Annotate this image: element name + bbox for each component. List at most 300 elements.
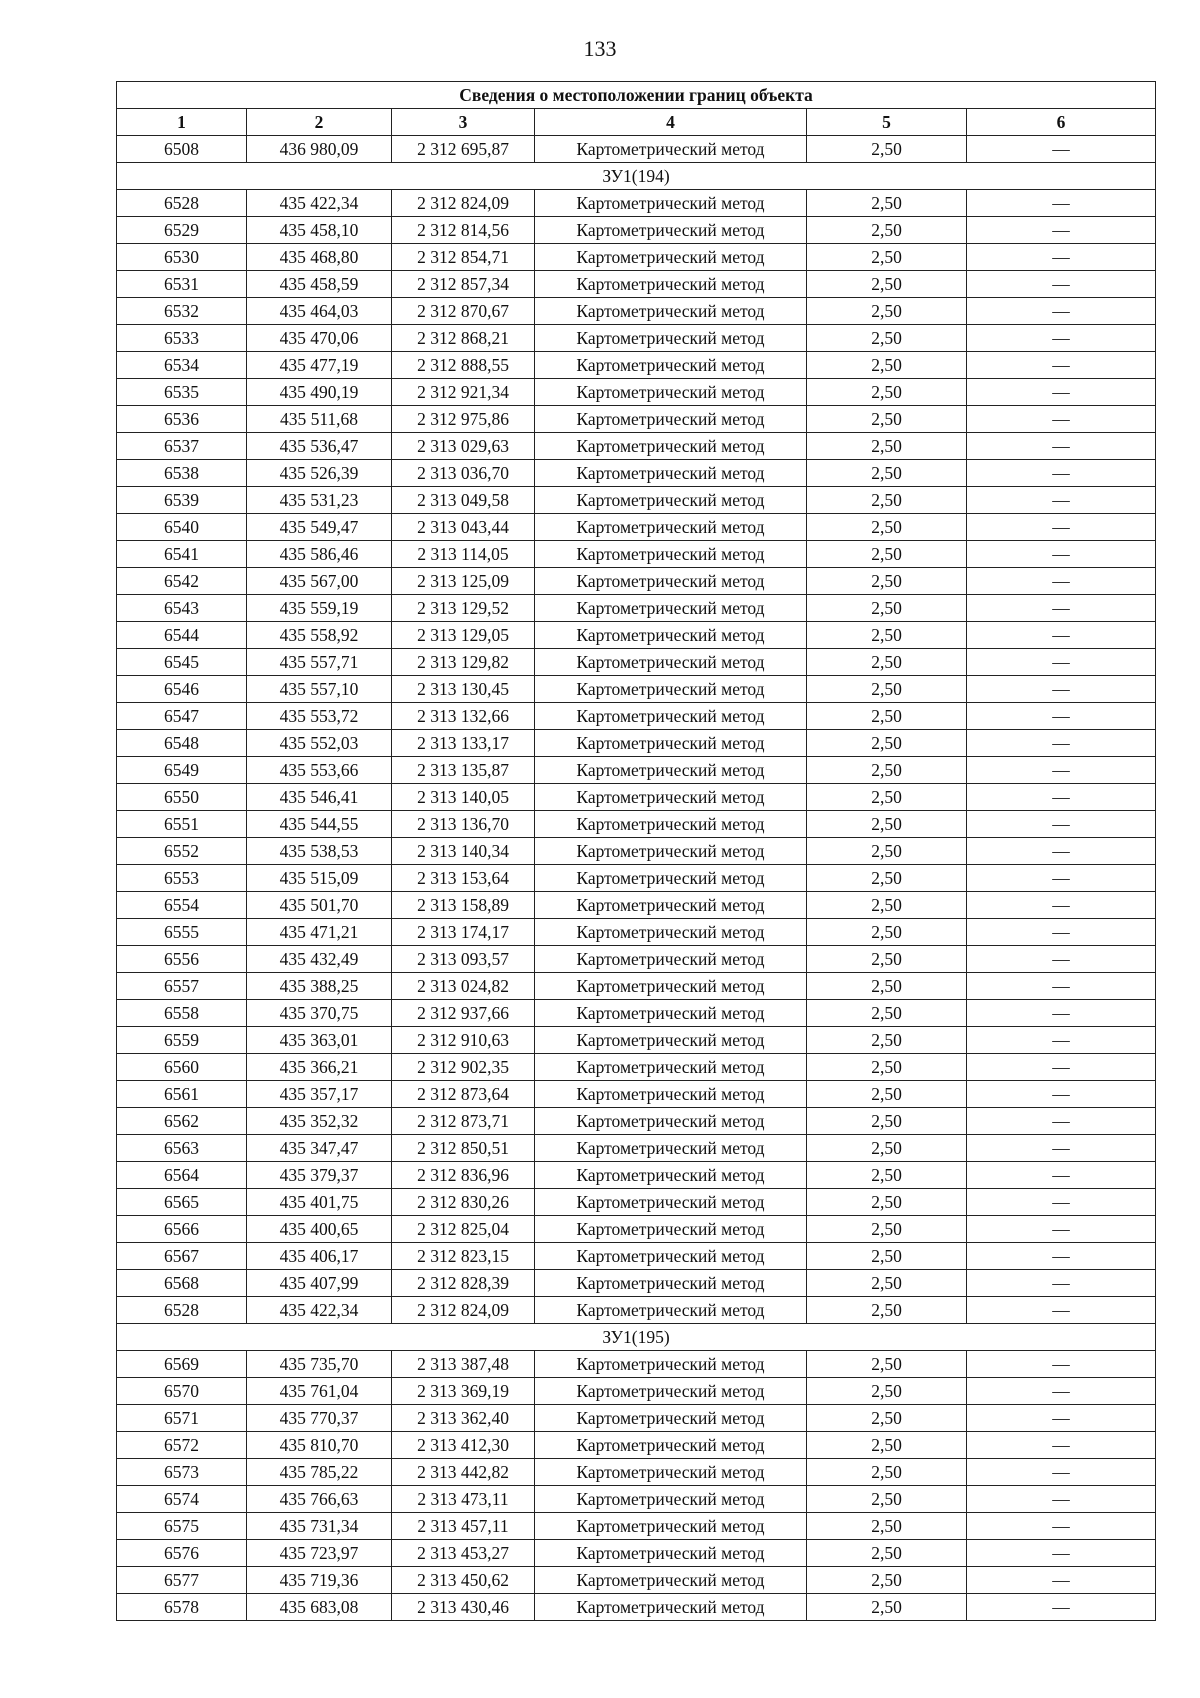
point-number-cell: 6533 bbox=[117, 325, 247, 352]
table-row bbox=[117, 1540, 1156, 1567]
description-cell: — bbox=[967, 703, 1156, 730]
x-coordinate-cell: 435 785,22 bbox=[247, 1459, 392, 1486]
accuracy-cell: 2,50 bbox=[807, 1108, 967, 1135]
method-cell: Картометрический метод bbox=[535, 784, 807, 811]
table-row bbox=[117, 1135, 1156, 1162]
table-row bbox=[117, 1432, 1156, 1459]
y-coordinate-cell: 2 313 369,19 bbox=[392, 1378, 535, 1405]
method-cell: Картометрический метод bbox=[535, 217, 807, 244]
method-cell: Картометрический метод bbox=[535, 811, 807, 838]
point-number-cell: 6574 bbox=[117, 1486, 247, 1513]
y-coordinate-cell: 2 312 870,67 bbox=[392, 298, 535, 325]
description-cell: — bbox=[967, 1540, 1156, 1567]
accuracy-cell: 2,50 bbox=[807, 379, 967, 406]
accuracy-cell: 2,50 bbox=[807, 1135, 967, 1162]
table-row bbox=[117, 1567, 1156, 1594]
accuracy-cell: 2,50 bbox=[807, 271, 967, 298]
method-cell: Картометрический метод bbox=[535, 1108, 807, 1135]
column-header: 3 bbox=[392, 109, 535, 136]
table-row bbox=[117, 622, 1156, 649]
x-coordinate-cell: 435 477,19 bbox=[247, 352, 392, 379]
point-number-cell: 6548 bbox=[117, 730, 247, 757]
y-coordinate-cell: 2 313 174,17 bbox=[392, 919, 535, 946]
column-header: 5 bbox=[807, 109, 967, 136]
method-cell: Картометрический метод bbox=[535, 1189, 807, 1216]
table-row bbox=[117, 595, 1156, 622]
method-cell: Картометрический метод bbox=[535, 406, 807, 433]
y-coordinate-cell: 2 313 093,57 bbox=[392, 946, 535, 973]
description-cell: — bbox=[967, 325, 1156, 352]
description-cell: — bbox=[967, 1378, 1156, 1405]
point-number-cell: 6562 bbox=[117, 1108, 247, 1135]
y-coordinate-cell: 2 312 902,35 bbox=[392, 1054, 535, 1081]
y-coordinate-cell: 2 313 450,62 bbox=[392, 1567, 535, 1594]
table-row bbox=[117, 1000, 1156, 1027]
y-coordinate-cell: 2 312 830,26 bbox=[392, 1189, 535, 1216]
table-row bbox=[117, 676, 1156, 703]
description-cell: — bbox=[967, 298, 1156, 325]
method-cell: Картометрический метод bbox=[535, 1513, 807, 1540]
x-coordinate-cell: 435 490,19 bbox=[247, 379, 392, 406]
method-cell: Картометрический метод bbox=[535, 946, 807, 973]
method-cell: Картометрический метод bbox=[535, 271, 807, 298]
y-coordinate-cell: 2 313 129,05 bbox=[392, 622, 535, 649]
point-number-cell: 6551 bbox=[117, 811, 247, 838]
table-row bbox=[117, 352, 1156, 379]
description-cell: — bbox=[967, 946, 1156, 973]
accuracy-cell: 2,50 bbox=[807, 595, 967, 622]
description-cell: — bbox=[967, 244, 1156, 271]
method-cell: Картометрический метод bbox=[535, 1054, 807, 1081]
point-number-cell: 6528 bbox=[117, 1297, 247, 1324]
method-cell: Картометрический метод bbox=[535, 757, 807, 784]
accuracy-cell: 2,50 bbox=[807, 1243, 967, 1270]
description-cell: — bbox=[967, 1270, 1156, 1297]
point-number-cell: 6567 bbox=[117, 1243, 247, 1270]
point-number-cell: 6556 bbox=[117, 946, 247, 973]
y-coordinate-cell: 2 312 937,66 bbox=[392, 1000, 535, 1027]
y-coordinate-cell: 2 313 132,66 bbox=[392, 703, 535, 730]
section-row bbox=[117, 1324, 1156, 1351]
method-cell: Картометрический метод bbox=[535, 352, 807, 379]
accuracy-cell: 2,50 bbox=[807, 1540, 967, 1567]
x-coordinate-cell: 435 471,21 bbox=[247, 919, 392, 946]
point-number-cell: 6531 bbox=[117, 271, 247, 298]
accuracy-cell: 2,50 bbox=[807, 1405, 967, 1432]
point-number-cell: 6575 bbox=[117, 1513, 247, 1540]
point-number-cell: 6571 bbox=[117, 1405, 247, 1432]
x-coordinate-cell: 435 531,23 bbox=[247, 487, 392, 514]
method-cell: Картометрический метод bbox=[535, 919, 807, 946]
table-row bbox=[117, 1189, 1156, 1216]
x-coordinate-cell: 435 370,75 bbox=[247, 1000, 392, 1027]
accuracy-cell: 2,50 bbox=[807, 1027, 967, 1054]
x-coordinate-cell: 435 366,21 bbox=[247, 1054, 392, 1081]
description-cell: — bbox=[967, 1513, 1156, 1540]
table-row bbox=[117, 1405, 1156, 1432]
x-coordinate-cell: 435 363,01 bbox=[247, 1027, 392, 1054]
x-coordinate-cell: 435 761,04 bbox=[247, 1378, 392, 1405]
point-number-cell: 6559 bbox=[117, 1027, 247, 1054]
column-number-row bbox=[117, 109, 1156, 136]
y-coordinate-cell: 2 313 457,11 bbox=[392, 1513, 535, 1540]
x-coordinate-cell: 435 544,55 bbox=[247, 811, 392, 838]
point-number-cell: 6558 bbox=[117, 1000, 247, 1027]
point-number-cell: 6532 bbox=[117, 298, 247, 325]
accuracy-cell: 2,50 bbox=[807, 406, 967, 433]
x-coordinate-cell: 435 407,99 bbox=[247, 1270, 392, 1297]
y-coordinate-cell: 2 313 473,11 bbox=[392, 1486, 535, 1513]
accuracy-cell: 2,50 bbox=[807, 757, 967, 784]
table-row bbox=[117, 568, 1156, 595]
point-number-cell: 6537 bbox=[117, 433, 247, 460]
table-row bbox=[117, 865, 1156, 892]
column-header: 6 bbox=[967, 109, 1156, 136]
x-coordinate-cell: 435 458,59 bbox=[247, 271, 392, 298]
table-row bbox=[117, 811, 1156, 838]
table-row bbox=[117, 433, 1156, 460]
x-coordinate-cell: 435 470,06 bbox=[247, 325, 392, 352]
point-number-cell: 6540 bbox=[117, 514, 247, 541]
point-number-cell: 6570 bbox=[117, 1378, 247, 1405]
accuracy-cell: 2,50 bbox=[807, 1054, 967, 1081]
point-number-cell: 6564 bbox=[117, 1162, 247, 1189]
x-coordinate-cell: 435 770,37 bbox=[247, 1405, 392, 1432]
description-cell: — bbox=[967, 1054, 1156, 1081]
y-coordinate-cell: 2 313 412,30 bbox=[392, 1432, 535, 1459]
accuracy-cell: 2,50 bbox=[807, 568, 967, 595]
accuracy-cell: 2,50 bbox=[807, 784, 967, 811]
point-number-cell: 6534 bbox=[117, 352, 247, 379]
table-row bbox=[117, 406, 1156, 433]
y-coordinate-cell: 2 312 824,09 bbox=[392, 1297, 535, 1324]
point-number-cell: 6566 bbox=[117, 1216, 247, 1243]
accuracy-cell: 2,50 bbox=[807, 1351, 967, 1378]
description-cell: — bbox=[967, 919, 1156, 946]
point-number-cell: 6544 bbox=[117, 622, 247, 649]
accuracy-cell: 2,50 bbox=[807, 1486, 967, 1513]
y-coordinate-cell: 2 313 130,45 bbox=[392, 676, 535, 703]
description-cell: — bbox=[967, 1216, 1156, 1243]
accuracy-cell: 2,50 bbox=[807, 946, 967, 973]
description-cell: — bbox=[967, 1027, 1156, 1054]
method-cell: Картометрический метод bbox=[535, 379, 807, 406]
x-coordinate-cell: 435 559,19 bbox=[247, 595, 392, 622]
description-cell: — bbox=[967, 1486, 1156, 1513]
accuracy-cell: 2,50 bbox=[807, 892, 967, 919]
description-cell: — bbox=[967, 1243, 1156, 1270]
x-coordinate-cell: 435 401,75 bbox=[247, 1189, 392, 1216]
accuracy-cell: 2,50 bbox=[807, 1081, 967, 1108]
y-coordinate-cell: 2 313 140,34 bbox=[392, 838, 535, 865]
x-coordinate-cell: 435 810,70 bbox=[247, 1432, 392, 1459]
point-number-cell: 6535 bbox=[117, 379, 247, 406]
table-row bbox=[117, 325, 1156, 352]
x-coordinate-cell: 435 553,66 bbox=[247, 757, 392, 784]
point-number-cell: 6568 bbox=[117, 1270, 247, 1297]
point-number-cell: 6550 bbox=[117, 784, 247, 811]
accuracy-cell: 2,50 bbox=[807, 1297, 967, 1324]
point-number-cell: 6560 bbox=[117, 1054, 247, 1081]
accuracy-cell: 2,50 bbox=[807, 730, 967, 757]
section-label: ЗУ1(194) bbox=[117, 163, 1156, 190]
y-coordinate-cell: 2 313 387,48 bbox=[392, 1351, 535, 1378]
description-cell: — bbox=[967, 460, 1156, 487]
description-cell: — bbox=[967, 1000, 1156, 1027]
method-cell: Картометрический метод bbox=[535, 1540, 807, 1567]
point-number-cell: 6539 bbox=[117, 487, 247, 514]
accuracy-cell: 2,50 bbox=[807, 1216, 967, 1243]
point-number-cell: 6508 bbox=[117, 136, 247, 163]
method-cell: Картометрический метод bbox=[535, 1594, 807, 1621]
method-cell: Картометрический метод bbox=[535, 865, 807, 892]
x-coordinate-cell: 436 980,09 bbox=[247, 136, 392, 163]
table-row bbox=[117, 1459, 1156, 1486]
x-coordinate-cell: 435 586,46 bbox=[247, 541, 392, 568]
table-row bbox=[117, 244, 1156, 271]
description-cell: — bbox=[967, 622, 1156, 649]
description-cell: — bbox=[967, 217, 1156, 244]
method-cell: Картометрический метод bbox=[535, 1459, 807, 1486]
method-cell: Картометрический метод bbox=[535, 1297, 807, 1324]
point-number-cell: 6545 bbox=[117, 649, 247, 676]
method-cell: Картометрический метод bbox=[535, 190, 807, 217]
y-coordinate-cell: 2 312 868,21 bbox=[392, 325, 535, 352]
x-coordinate-cell: 435 501,70 bbox=[247, 892, 392, 919]
y-coordinate-cell: 2 313 442,82 bbox=[392, 1459, 535, 1486]
description-cell: — bbox=[967, 433, 1156, 460]
description-cell: — bbox=[967, 1189, 1156, 1216]
description-cell: — bbox=[967, 1135, 1156, 1162]
point-number-cell: 6561 bbox=[117, 1081, 247, 1108]
y-coordinate-cell: 2 312 975,86 bbox=[392, 406, 535, 433]
accuracy-cell: 2,50 bbox=[807, 136, 967, 163]
method-cell: Картометрический метод bbox=[535, 325, 807, 352]
x-coordinate-cell: 435 357,17 bbox=[247, 1081, 392, 1108]
method-cell: Картометрический метод bbox=[535, 298, 807, 325]
point-number-cell: 6528 bbox=[117, 190, 247, 217]
table-row bbox=[117, 1297, 1156, 1324]
description-cell: — bbox=[967, 1405, 1156, 1432]
accuracy-cell: 2,50 bbox=[807, 649, 967, 676]
accuracy-cell: 2,50 bbox=[807, 838, 967, 865]
accuracy-cell: 2,50 bbox=[807, 244, 967, 271]
description-cell: — bbox=[967, 838, 1156, 865]
x-coordinate-cell: 435 347,47 bbox=[247, 1135, 392, 1162]
description-cell: — bbox=[967, 1081, 1156, 1108]
x-coordinate-cell: 435 723,97 bbox=[247, 1540, 392, 1567]
accuracy-cell: 2,50 bbox=[807, 811, 967, 838]
table-row bbox=[117, 703, 1156, 730]
accuracy-cell: 2,50 bbox=[807, 1162, 967, 1189]
accuracy-cell: 2,50 bbox=[807, 919, 967, 946]
table-row bbox=[117, 784, 1156, 811]
column-header: 4 bbox=[535, 109, 807, 136]
table-row bbox=[117, 190, 1156, 217]
point-number-cell: 6573 bbox=[117, 1459, 247, 1486]
accuracy-cell: 2,50 bbox=[807, 1432, 967, 1459]
boundary-coordinates-table bbox=[116, 81, 1156, 1621]
x-coordinate-cell: 435 526,39 bbox=[247, 460, 392, 487]
x-coordinate-cell: 435 766,63 bbox=[247, 1486, 392, 1513]
y-coordinate-cell: 2 312 857,34 bbox=[392, 271, 535, 298]
method-cell: Картометрический метод bbox=[535, 1081, 807, 1108]
y-coordinate-cell: 2 313 049,58 bbox=[392, 487, 535, 514]
y-coordinate-cell: 2 313 140,05 bbox=[392, 784, 535, 811]
accuracy-cell: 2,50 bbox=[807, 865, 967, 892]
y-coordinate-cell: 2 312 828,39 bbox=[392, 1270, 535, 1297]
method-cell: Картометрический метод bbox=[535, 1351, 807, 1378]
table-row bbox=[117, 1027, 1156, 1054]
y-coordinate-cell: 2 312 823,15 bbox=[392, 1243, 535, 1270]
description-cell: — bbox=[967, 1297, 1156, 1324]
method-cell: Картометрический метод bbox=[535, 622, 807, 649]
method-cell: Картометрический метод bbox=[535, 568, 807, 595]
x-coordinate-cell: 435 567,00 bbox=[247, 568, 392, 595]
description-cell: — bbox=[967, 1108, 1156, 1135]
accuracy-cell: 2,50 bbox=[807, 1189, 967, 1216]
point-number-cell: 6546 bbox=[117, 676, 247, 703]
table-row bbox=[117, 541, 1156, 568]
x-coordinate-cell: 435 553,72 bbox=[247, 703, 392, 730]
y-coordinate-cell: 2 312 854,71 bbox=[392, 244, 535, 271]
x-coordinate-cell: 435 406,17 bbox=[247, 1243, 392, 1270]
page-number: 133 bbox=[583, 36, 617, 61]
method-cell: Картометрический метод bbox=[535, 1405, 807, 1432]
table-row bbox=[117, 487, 1156, 514]
x-coordinate-cell: 435 422,34 bbox=[247, 190, 392, 217]
accuracy-cell: 2,50 bbox=[807, 1567, 967, 1594]
description-cell: — bbox=[967, 649, 1156, 676]
y-coordinate-cell: 2 313 024,82 bbox=[392, 973, 535, 1000]
accuracy-cell: 2,50 bbox=[807, 514, 967, 541]
y-coordinate-cell: 2 313 453,27 bbox=[392, 1540, 535, 1567]
y-coordinate-cell: 2 313 029,63 bbox=[392, 433, 535, 460]
point-number-cell: 6553 bbox=[117, 865, 247, 892]
accuracy-cell: 2,50 bbox=[807, 217, 967, 244]
x-coordinate-cell: 435 432,49 bbox=[247, 946, 392, 973]
accuracy-cell: 2,50 bbox=[807, 1270, 967, 1297]
table-row bbox=[117, 1513, 1156, 1540]
point-number-cell: 6557 bbox=[117, 973, 247, 1000]
y-coordinate-cell: 2 312 824,09 bbox=[392, 190, 535, 217]
x-coordinate-cell: 435 557,71 bbox=[247, 649, 392, 676]
point-number-cell: 6541 bbox=[117, 541, 247, 568]
x-coordinate-cell: 435 468,80 bbox=[247, 244, 392, 271]
method-cell: Картометрический метод bbox=[535, 244, 807, 271]
method-cell: Картометрический метод bbox=[535, 1243, 807, 1270]
description-cell: — bbox=[967, 1432, 1156, 1459]
table-row bbox=[117, 919, 1156, 946]
method-cell: Картометрический метод bbox=[535, 1162, 807, 1189]
y-coordinate-cell: 2 312 825,04 bbox=[392, 1216, 535, 1243]
table-row bbox=[117, 1378, 1156, 1405]
description-cell: — bbox=[967, 1459, 1156, 1486]
method-cell: Картометрический метод bbox=[535, 433, 807, 460]
point-number-cell: 6529 bbox=[117, 217, 247, 244]
table-row bbox=[117, 1081, 1156, 1108]
y-coordinate-cell: 2 313 153,64 bbox=[392, 865, 535, 892]
y-coordinate-cell: 2 313 158,89 bbox=[392, 892, 535, 919]
y-coordinate-cell: 2 312 850,51 bbox=[392, 1135, 535, 1162]
accuracy-cell: 2,50 bbox=[807, 433, 967, 460]
table-row bbox=[117, 1054, 1156, 1081]
accuracy-cell: 2,50 bbox=[807, 460, 967, 487]
accuracy-cell: 2,50 bbox=[807, 352, 967, 379]
table-head bbox=[117, 82, 1156, 136]
table-row bbox=[117, 1594, 1156, 1621]
point-number-cell: 6572 bbox=[117, 1432, 247, 1459]
x-coordinate-cell: 435 400,65 bbox=[247, 1216, 392, 1243]
description-cell: — bbox=[967, 541, 1156, 568]
table-body bbox=[117, 136, 1156, 1621]
table-caption: Сведения о местоположении границ объекта bbox=[117, 82, 1156, 109]
description-cell: — bbox=[967, 865, 1156, 892]
accuracy-cell: 2,50 bbox=[807, 676, 967, 703]
point-number-cell: 6552 bbox=[117, 838, 247, 865]
point-number-cell: 6565 bbox=[117, 1189, 247, 1216]
x-coordinate-cell: 435 511,68 bbox=[247, 406, 392, 433]
y-coordinate-cell: 2 312 921,34 bbox=[392, 379, 535, 406]
x-coordinate-cell: 435 552,03 bbox=[247, 730, 392, 757]
description-cell: — bbox=[967, 730, 1156, 757]
y-coordinate-cell: 2 313 129,52 bbox=[392, 595, 535, 622]
description-cell: — bbox=[967, 676, 1156, 703]
table-row bbox=[117, 838, 1156, 865]
table-row bbox=[117, 1243, 1156, 1270]
table-row bbox=[117, 1351, 1156, 1378]
x-coordinate-cell: 435 458,10 bbox=[247, 217, 392, 244]
description-cell: — bbox=[967, 352, 1156, 379]
y-coordinate-cell: 2 312 695,87 bbox=[392, 136, 535, 163]
accuracy-cell: 2,50 bbox=[807, 190, 967, 217]
description-cell: — bbox=[967, 136, 1156, 163]
table-row bbox=[117, 514, 1156, 541]
y-coordinate-cell: 2 313 133,17 bbox=[392, 730, 535, 757]
section-label: ЗУ1(195) bbox=[117, 1324, 1156, 1351]
point-number-cell: 6576 bbox=[117, 1540, 247, 1567]
y-coordinate-cell: 2 313 430,46 bbox=[392, 1594, 535, 1621]
description-cell: — bbox=[967, 811, 1156, 838]
method-cell: Картометрический метод bbox=[535, 1486, 807, 1513]
point-number-cell: 6542 bbox=[117, 568, 247, 595]
method-cell: Картометрический метод bbox=[535, 460, 807, 487]
table-row bbox=[117, 1270, 1156, 1297]
y-coordinate-cell: 2 313 135,87 bbox=[392, 757, 535, 784]
caption-row bbox=[117, 82, 1156, 109]
y-coordinate-cell: 2 312 836,96 bbox=[392, 1162, 535, 1189]
x-coordinate-cell: 435 352,32 bbox=[247, 1108, 392, 1135]
point-number-cell: 6549 bbox=[117, 757, 247, 784]
table-row bbox=[117, 460, 1156, 487]
description-cell: — bbox=[967, 1162, 1156, 1189]
y-coordinate-cell: 2 312 873,71 bbox=[392, 1108, 535, 1135]
description-cell: — bbox=[967, 514, 1156, 541]
accuracy-cell: 2,50 bbox=[807, 1513, 967, 1540]
table-row bbox=[117, 136, 1156, 163]
method-cell: Картометрический метод bbox=[535, 703, 807, 730]
y-coordinate-cell: 2 312 910,63 bbox=[392, 1027, 535, 1054]
method-cell: Картометрический метод bbox=[535, 838, 807, 865]
table-row bbox=[117, 973, 1156, 1000]
table-row bbox=[117, 946, 1156, 973]
table-row bbox=[117, 1216, 1156, 1243]
method-cell: Картометрический метод bbox=[535, 892, 807, 919]
accuracy-cell: 2,50 bbox=[807, 1000, 967, 1027]
point-number-cell: 6578 bbox=[117, 1594, 247, 1621]
table-row bbox=[117, 379, 1156, 406]
table-row bbox=[117, 649, 1156, 676]
